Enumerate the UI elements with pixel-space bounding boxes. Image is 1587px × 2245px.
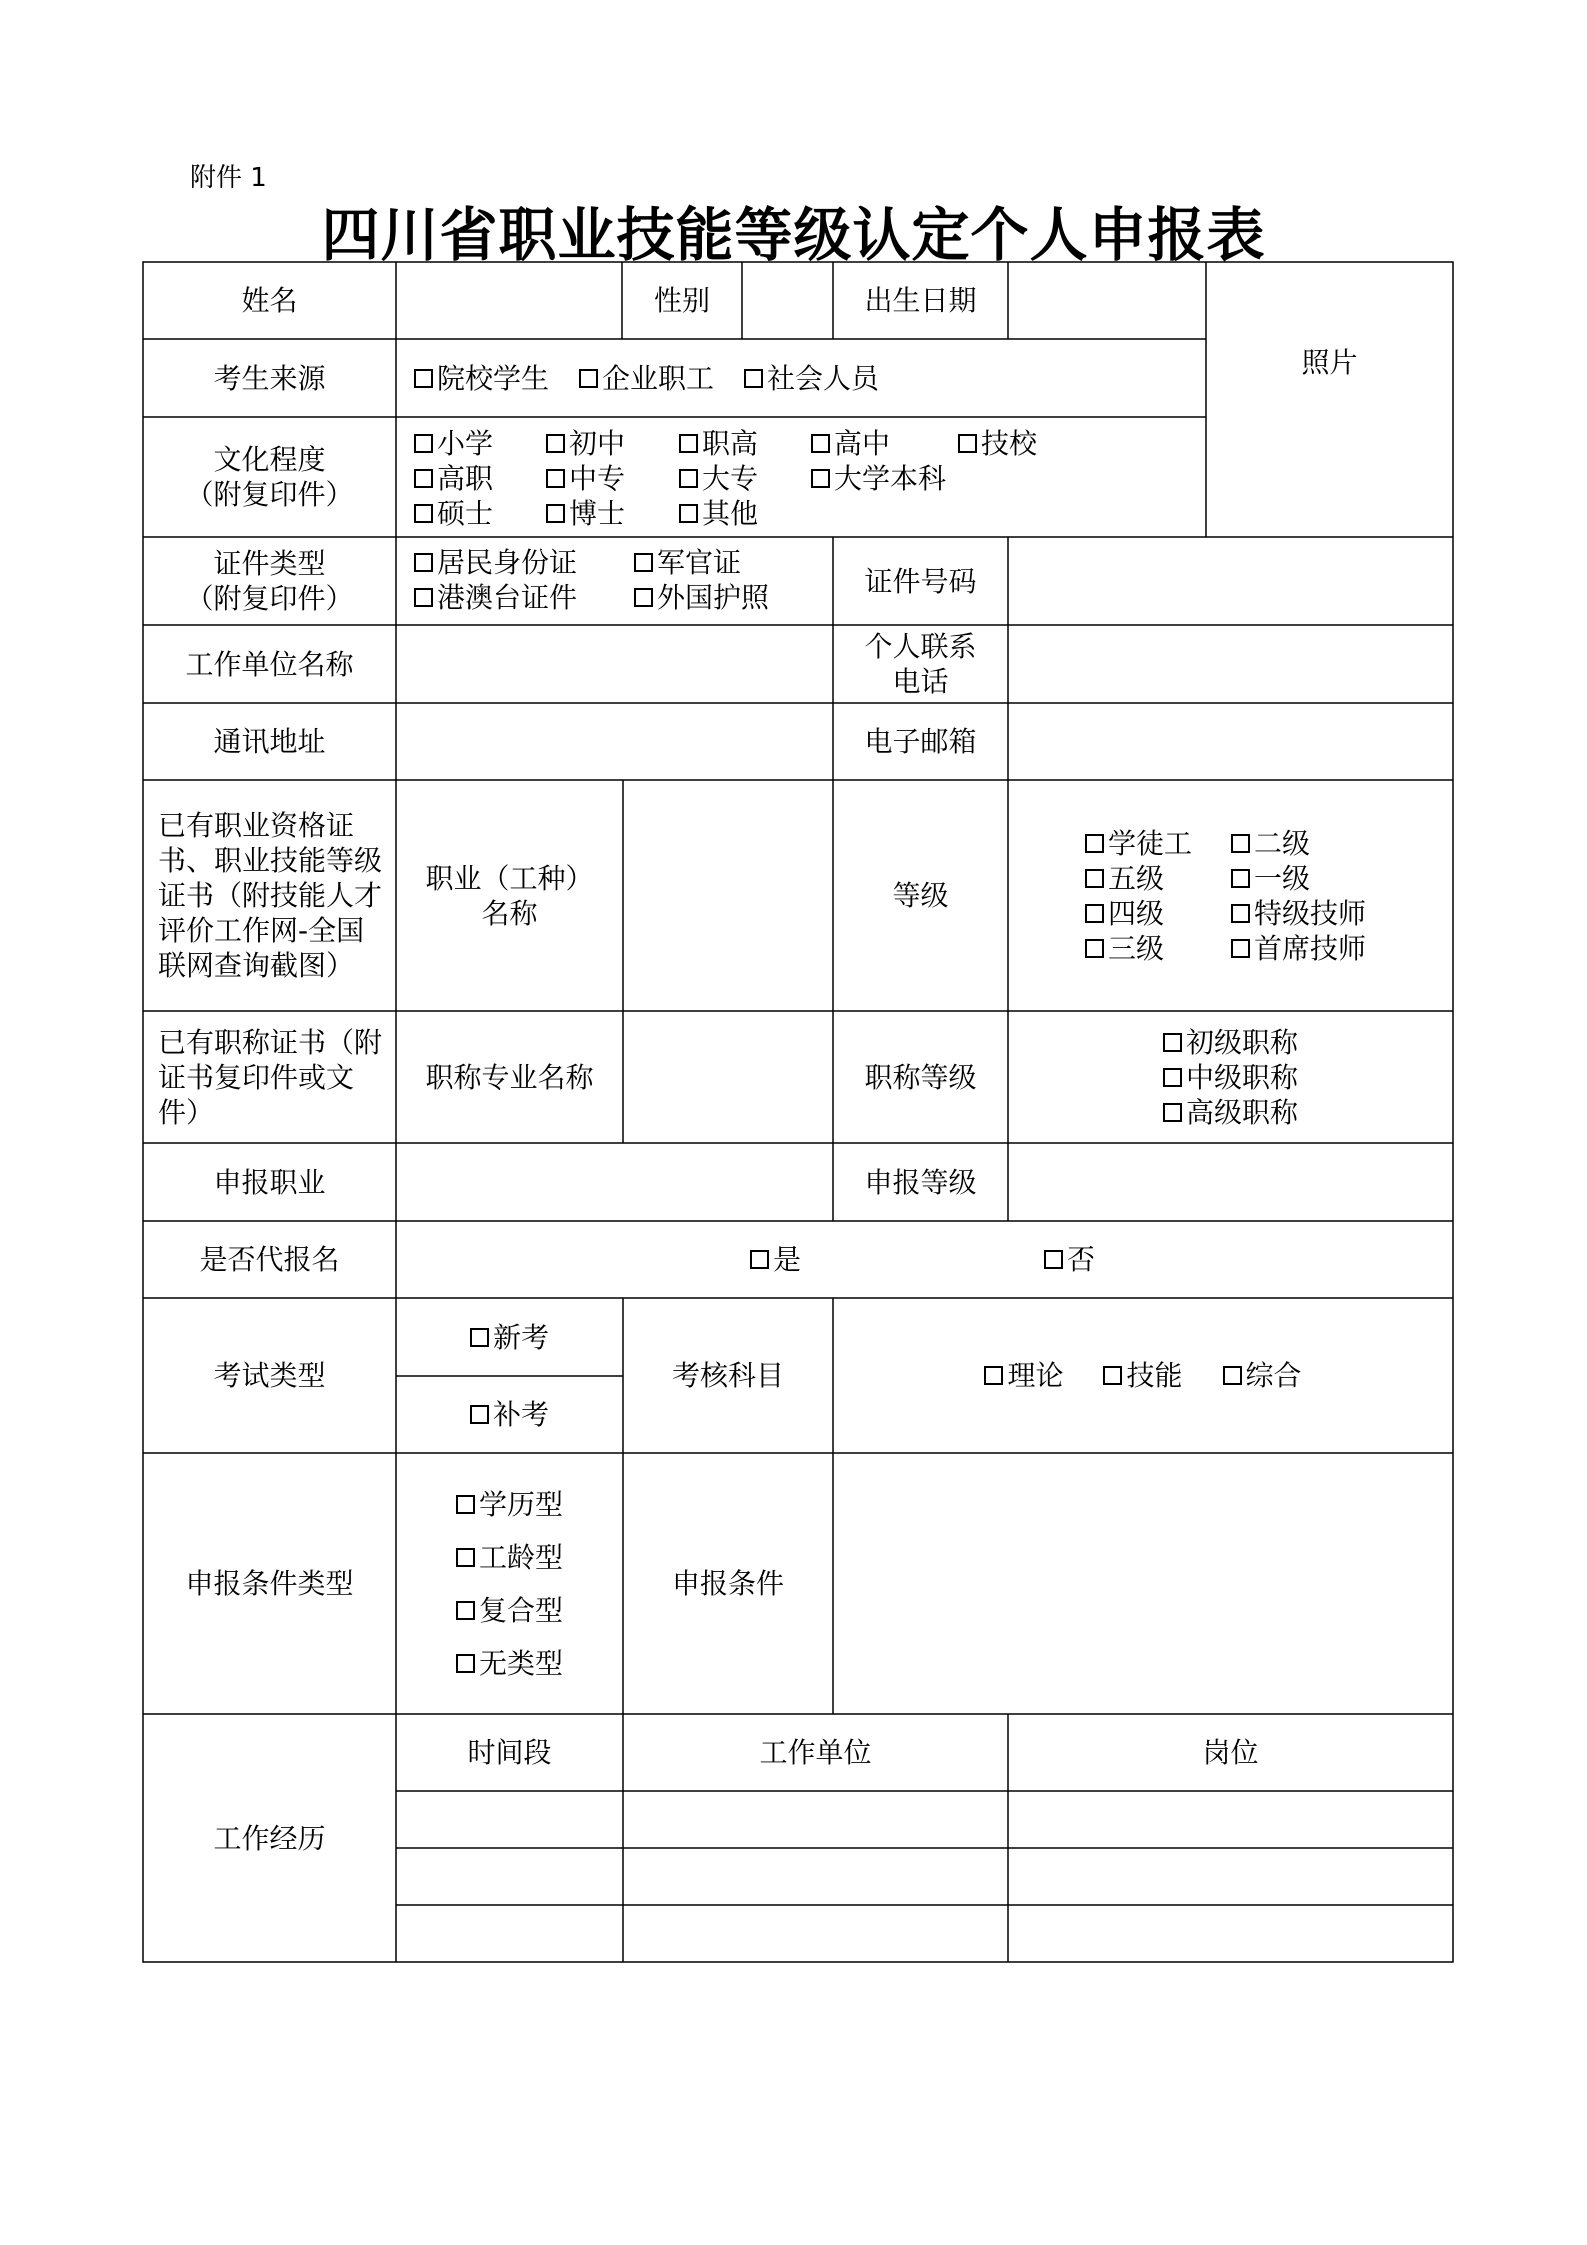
checkbox-icon xyxy=(546,469,565,488)
checkbox-icon xyxy=(414,434,433,453)
checkbox-icon xyxy=(414,469,433,488)
exam-subject-option[interactable]: 理论 xyxy=(984,1358,1063,1393)
title-level-options xyxy=(1008,1011,1453,1143)
cert-level-option[interactable]: 五级 xyxy=(1085,861,1231,896)
source-option[interactable]: 社会人员 xyxy=(744,361,879,396)
checkbox-icon xyxy=(634,588,653,607)
checkbox-icon xyxy=(456,1654,475,1673)
exam-type-new[interactable]: 新考 xyxy=(396,1298,623,1376)
label-condition-type: 申报条件类型 xyxy=(185,1567,354,1600)
education-option[interactable]: 高职 xyxy=(414,461,546,496)
checkbox-icon xyxy=(579,369,598,388)
work-position-field[interactable] xyxy=(1008,1791,1453,1848)
checkbox-icon xyxy=(470,1328,489,1347)
apply-occupation-field[interactable] xyxy=(396,1143,833,1221)
cert-level-option[interactable]: 学徒工 xyxy=(1085,826,1231,861)
attachment-label: 附件 1 xyxy=(190,163,267,193)
label-apply-level: 申报等级 xyxy=(864,1165,977,1199)
checkbox-icon xyxy=(456,1495,475,1514)
label-level: 等级 xyxy=(892,879,949,912)
occupation-name-field[interactable] xyxy=(623,780,833,1011)
address-field[interactable] xyxy=(396,703,833,780)
label-phone: 个人联系 电话 xyxy=(864,630,977,698)
checkbox-icon xyxy=(414,504,433,523)
title-major-field[interactable] xyxy=(623,1011,833,1143)
checkbox-icon xyxy=(456,1548,475,1567)
cert-level-option[interactable]: 特级技师 xyxy=(1231,896,1381,931)
title-level-option[interactable]: 初级职称 xyxy=(1163,1025,1298,1060)
cert-level-option[interactable]: 三级 xyxy=(1085,931,1231,966)
apply-level-field[interactable] xyxy=(1008,1143,1453,1221)
id-type-option[interactable]: 军官证 xyxy=(634,545,819,580)
id-type-option[interactable]: 港澳台证件 xyxy=(414,580,634,615)
label-id-type: 证件类型 （附复印件） xyxy=(185,547,354,615)
cert-level-option[interactable]: 首席技师 xyxy=(1231,931,1381,966)
condition-type-options xyxy=(396,1453,623,1714)
checkbox-icon xyxy=(1163,1103,1182,1122)
gender-field[interactable] xyxy=(742,262,833,339)
title-level-option[interactable]: 高级职称 xyxy=(1163,1095,1298,1130)
condition-type-option[interactable]: 复合型 xyxy=(456,1593,563,1628)
proxy-option-no[interactable]: 否 xyxy=(1044,1242,1095,1277)
checkbox-icon xyxy=(470,1405,489,1424)
education-option[interactable]: 技校 xyxy=(958,426,1098,461)
col-period: 时间段 xyxy=(467,1736,552,1769)
condition-type-option[interactable]: 无类型 xyxy=(456,1646,563,1681)
label-title-level: 职称等级 xyxy=(864,1060,977,1094)
cert-level-option[interactable]: 二级 xyxy=(1231,826,1381,861)
phone-field[interactable] xyxy=(1008,625,1453,703)
checkbox-icon xyxy=(750,1250,769,1269)
checkbox-icon xyxy=(1231,904,1250,923)
education-option[interactable]: 硕士 xyxy=(414,496,546,531)
checkbox-icon xyxy=(958,434,977,453)
label-address: 通讯地址 xyxy=(213,725,326,758)
education-options xyxy=(414,426,1204,531)
checkbox-icon xyxy=(811,469,830,488)
checkbox-icon xyxy=(1163,1068,1182,1087)
checkbox-icon xyxy=(414,369,433,388)
label-name: 姓名 xyxy=(241,284,298,317)
checkbox-icon xyxy=(1163,1033,1182,1052)
employer-field[interactable] xyxy=(396,625,833,703)
label-existing-cert: 已有职业资格证 书、职业技能等级 证书（附技能人才 评价工作网-全国 联网查询截图） xyxy=(158,809,383,982)
cert-level-options xyxy=(1085,826,1385,971)
photo-box[interactable] xyxy=(1206,262,1453,537)
work-position-field[interactable] xyxy=(1008,1848,1453,1905)
checkbox-icon xyxy=(679,469,698,488)
checkbox-icon xyxy=(634,553,653,572)
col-work-unit: 工作单位 xyxy=(759,1736,872,1769)
checkbox-icon xyxy=(679,504,698,523)
work-period-field[interactable] xyxy=(396,1848,623,1905)
work-unit-field[interactable] xyxy=(623,1848,1008,1905)
education-option[interactable]: 其他 xyxy=(679,496,811,531)
checkbox-icon xyxy=(1085,869,1104,888)
checkbox-icon xyxy=(456,1601,475,1620)
label-id-number: 证件号码 xyxy=(864,564,977,598)
label-gender: 性别 xyxy=(653,284,710,317)
education-option[interactable]: 中专 xyxy=(546,461,679,496)
checkbox-icon xyxy=(984,1366,1003,1385)
checkbox-icon xyxy=(1085,834,1104,853)
label-employer: 工作单位名称 xyxy=(185,647,354,681)
email-field[interactable] xyxy=(1008,703,1453,780)
cert-level-option[interactable]: 四级 xyxy=(1085,896,1231,931)
checkbox-icon xyxy=(1223,1366,1242,1385)
id-type-option[interactable]: 居民身份证 xyxy=(414,545,634,580)
checkbox-icon xyxy=(1103,1366,1122,1385)
education-option[interactable]: 博士 xyxy=(546,496,679,531)
work-position-field[interactable] xyxy=(1008,1905,1453,1962)
checkbox-icon xyxy=(679,434,698,453)
source-options xyxy=(396,339,1206,417)
label-work-history: 工作经历 xyxy=(213,1821,326,1855)
label-occupation-name: 职业（工种） 名称 xyxy=(425,861,594,930)
birth-date-field[interactable] xyxy=(1008,262,1206,339)
label-photo: 照片 xyxy=(1301,345,1358,379)
name-field[interactable] xyxy=(396,262,622,339)
checkbox-icon xyxy=(1231,939,1250,958)
source-option[interactable]: 企业职工 xyxy=(579,361,714,396)
col-position: 岗位 xyxy=(1202,1736,1259,1769)
education-option[interactable]: 大专 xyxy=(679,461,811,496)
proxy-option-yes[interactable]: 是 xyxy=(750,1242,801,1277)
checkbox-icon xyxy=(414,553,433,572)
checkbox-icon xyxy=(1044,1250,1063,1269)
education-option[interactable]: 初中 xyxy=(546,426,679,461)
label-source: 考生来源 xyxy=(213,361,326,395)
label-condition: 申报条件 xyxy=(671,1567,784,1600)
condition-field[interactable] xyxy=(833,1453,1453,1714)
education-option[interactable]: 职高 xyxy=(679,426,811,461)
label-proxy: 是否代报名 xyxy=(199,1243,340,1276)
education-option[interactable]: 大学本科 xyxy=(811,461,958,496)
education-option[interactable]: 小学 xyxy=(414,426,546,461)
checkbox-icon xyxy=(744,369,763,388)
label-title-cert: 已有职称证书（附 证书复印件或文 件） xyxy=(158,1025,383,1129)
checkbox-icon xyxy=(1085,939,1104,958)
title-level-option[interactable]: 中级职称 xyxy=(1163,1060,1298,1095)
work-period-field[interactable] xyxy=(396,1791,623,1848)
checkbox-icon xyxy=(811,434,830,453)
label-birth-date: 出生日期 xyxy=(864,284,977,317)
work-period-field[interactable] xyxy=(396,1905,623,1962)
cert-level-option[interactable]: 一级 xyxy=(1231,861,1381,896)
work-unit-field[interactable] xyxy=(623,1905,1008,1962)
exam-subject-options xyxy=(833,1298,1453,1453)
page-title: 四川省职业技能等级认定个人申报表 xyxy=(321,201,1266,269)
checkbox-icon xyxy=(1231,834,1250,853)
label-exam-type: 考试类型 xyxy=(213,1359,326,1392)
checkbox-icon xyxy=(546,504,565,523)
condition-type-option[interactable]: 工龄型 xyxy=(456,1540,563,1575)
exam-subject-option[interactable]: 综合 xyxy=(1223,1358,1302,1393)
education-option[interactable]: 高中 xyxy=(811,426,958,461)
id-type-options xyxy=(414,545,819,620)
label-title-major: 职称专业名称 xyxy=(425,1060,594,1094)
label-apply-occupation: 申报职业 xyxy=(213,1165,326,1199)
work-unit-field[interactable] xyxy=(623,1791,1008,1848)
checkbox-icon xyxy=(546,434,565,453)
exam-type-retake[interactable]: 补考 xyxy=(396,1376,623,1453)
proxy-options xyxy=(396,1221,1453,1298)
label-education: 文化程度 （附复印件） xyxy=(185,443,354,511)
condition-type-option[interactable]: 学历型 xyxy=(456,1487,563,1522)
checkbox-icon xyxy=(414,588,433,607)
label-email: 电子邮箱 xyxy=(864,725,977,758)
exam-subject-option[interactable]: 技能 xyxy=(1103,1358,1182,1393)
source-option[interactable]: 院校学生 xyxy=(414,361,549,396)
checkbox-icon xyxy=(1231,869,1250,888)
label-exam-subject: 考核科目 xyxy=(671,1359,784,1392)
id-type-option[interactable]: 外国护照 xyxy=(634,580,819,615)
checkbox-icon xyxy=(1085,904,1104,923)
id-number-field[interactable] xyxy=(1008,537,1453,625)
